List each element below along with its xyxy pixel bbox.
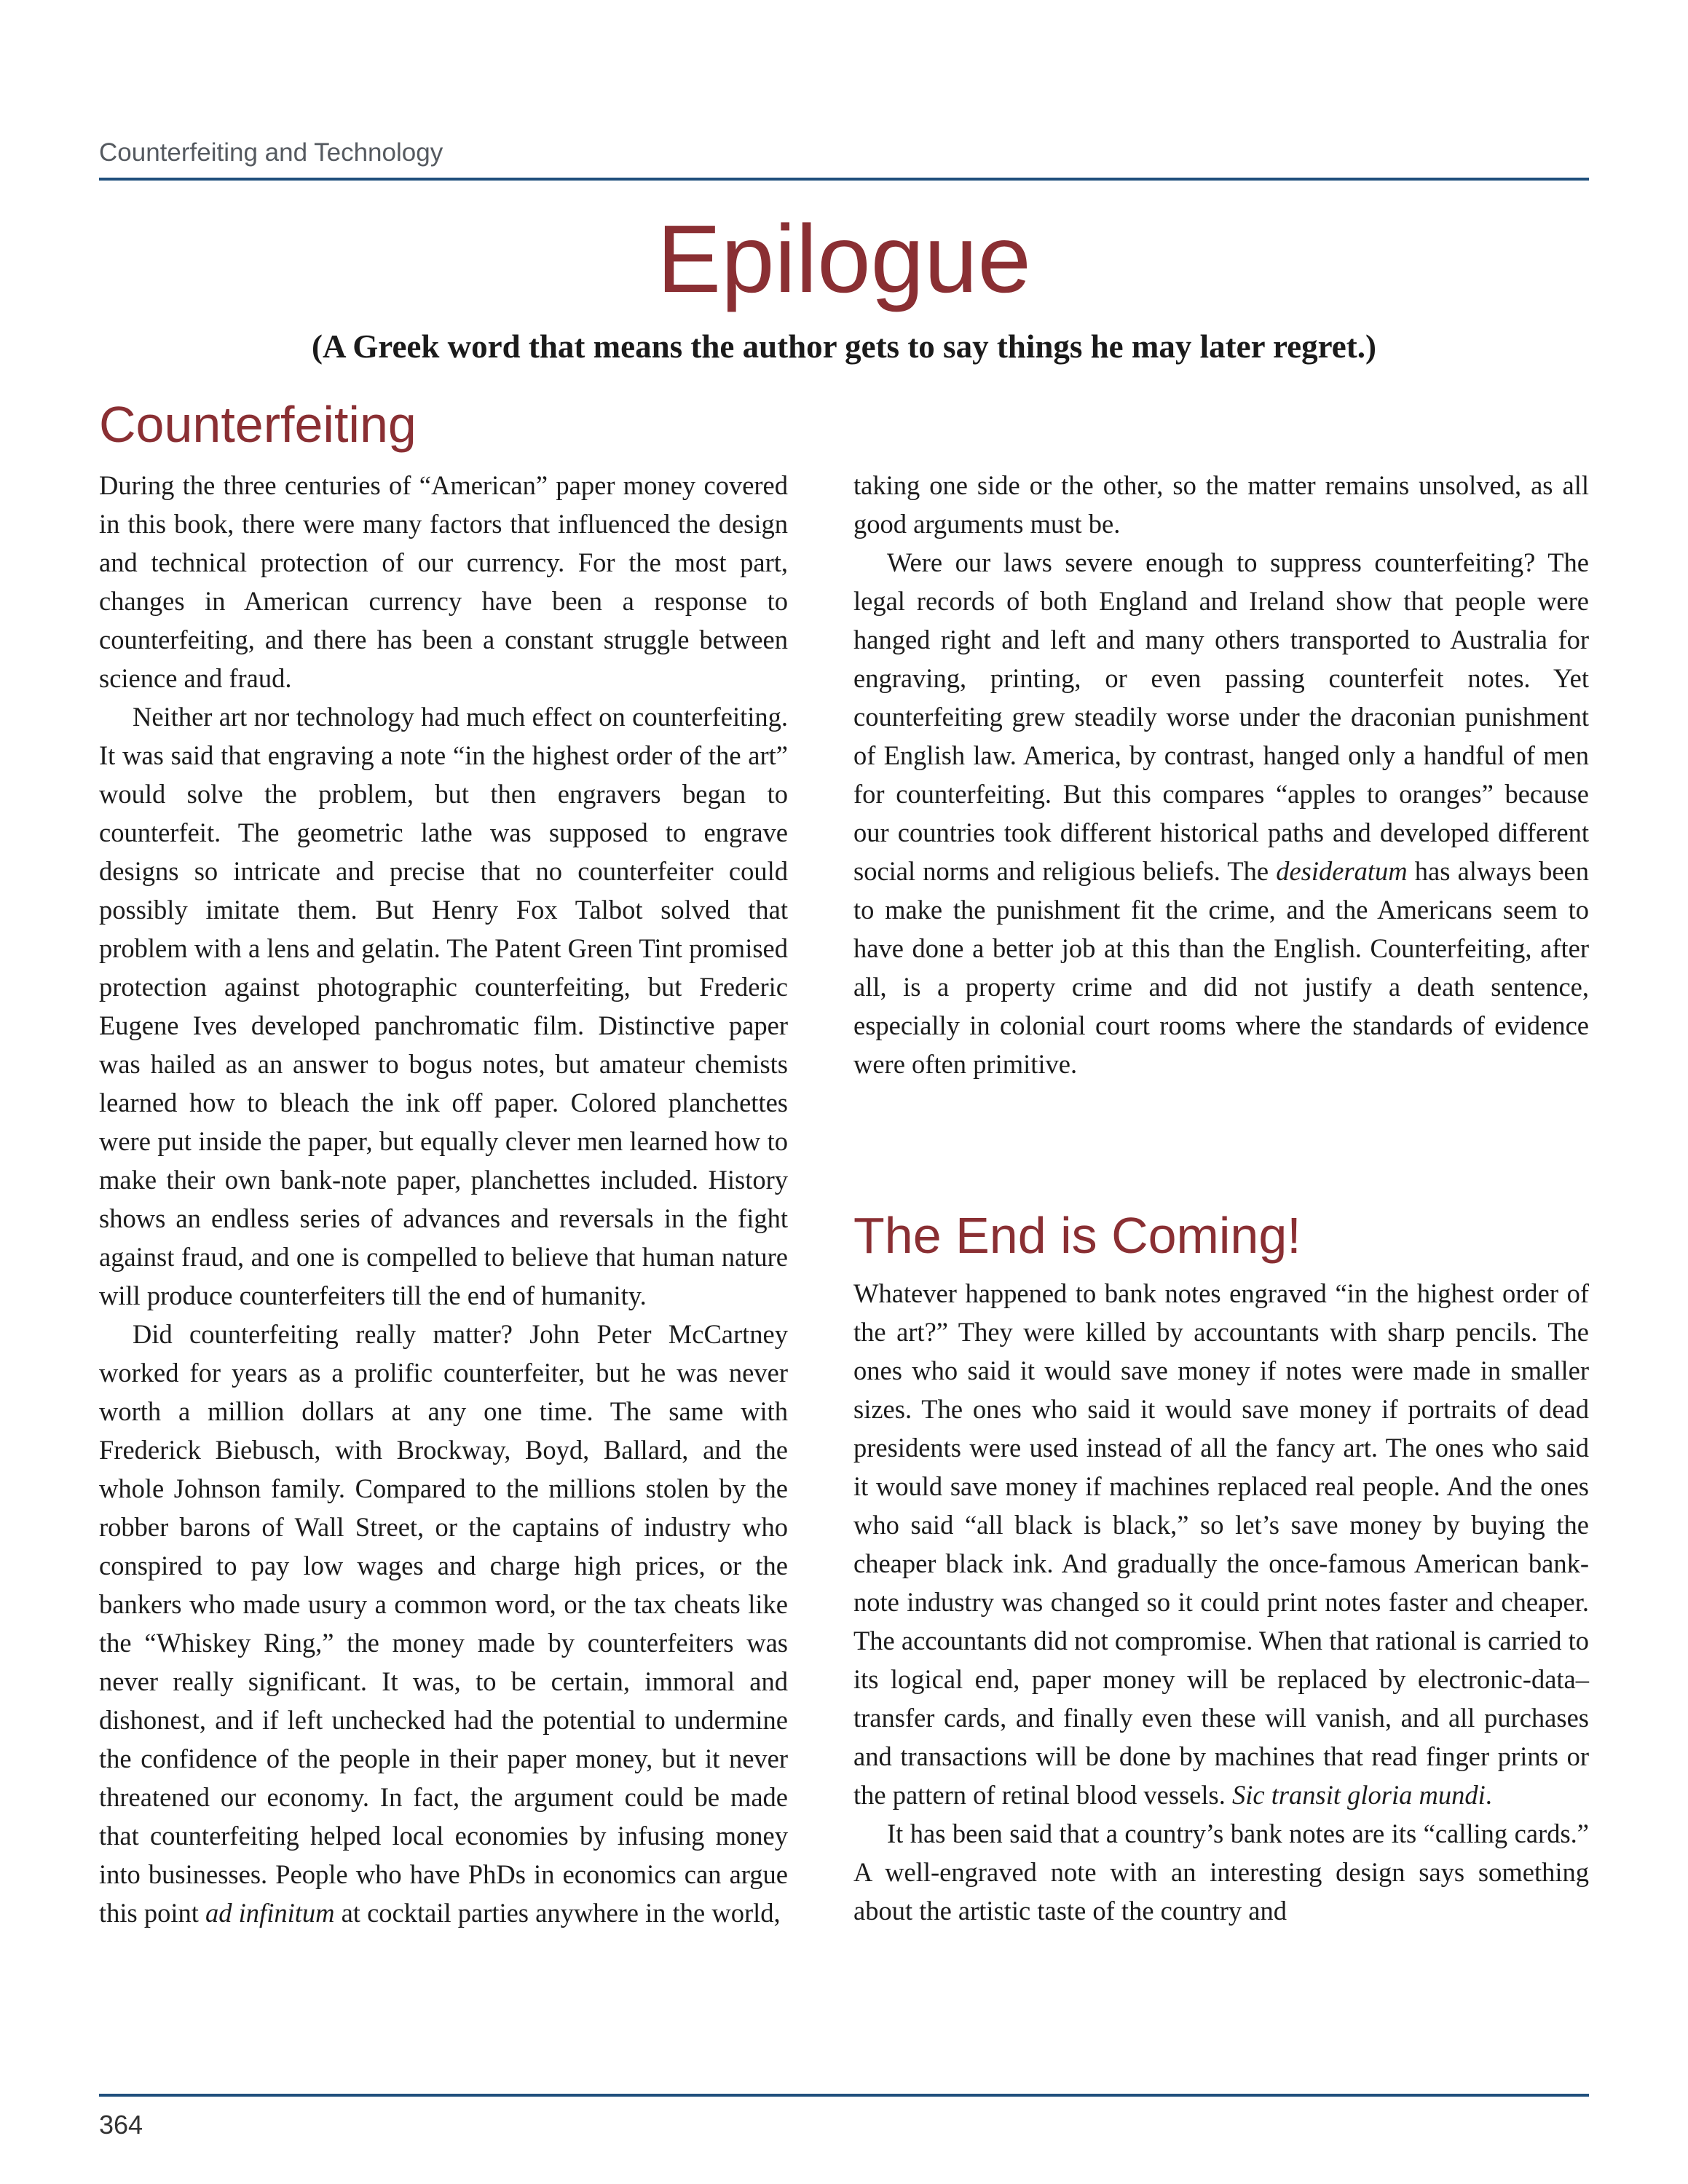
section-heading-counterfeiting: Counterfeiting (99, 396, 417, 453)
italic-term: ad infinitum (205, 1898, 335, 1928)
paragraph: During the three centuries of “American” paper money covered in this book, there were many factors that influenced the design and technical protection of our currency. For the most part, changes in American currency have been a response to counterfeiting, and there has been a constant struggle between science and fraud. (99, 470, 788, 693)
chapter-title: Epilogue (657, 205, 1031, 312)
running-head: Counterfeiting and Technology (99, 138, 443, 167)
italic-term: desideratum (1276, 856, 1408, 886)
paragraph-text: Did counterfeiting really matter? John Peter McCartney worked for years as a prolific counterfeiter, but he was never worth a million dollars at any one time. The same with Frederick Biebusch, with Brockway, Boyd, Ballard, and the whole Johnson family. Compared to the millions stolen by the robber barons of Wall Street, or the captains of industry who conspired to pay low wages and charge high prices, or the bankers who made usury a common word, or the tax cheats like the “Whiskey Ring,” the money made by counterfeiters was never really significant. It was, to be certain, immoral and dishonest, and if left unchecked had the potential to undermine the confidence of the people in their paper money, but it never threatened our economy. In fact, the argument could be made that counterfeiting helped local economies by infusing money into businesses. People who have PhDs in economics can argue this point (99, 1319, 788, 1928)
right-column-top (853, 466, 1589, 1083)
italic-term: Sic transit gloria mundi (1231, 1780, 1486, 1810)
paragraph-text: has always been to make the punishment fit the crime, and the Americans seem to have done a better job at this than the English. Counterfeiting, after all, is a property crime and did not justify a death sentence, especially in colonial court rooms where the standards of evidence were often primitive. (853, 856, 1589, 1079)
paragraph-text: Were our laws severe enough to suppress counterfeiting? The legal records of both England and Ireland show that people were hanged right and left and many others transported to Australia for engraving, printing, or even passing counterfeit notes. Yet counterfeiting grew steadily worse under the draconian punishment of English law. America, by contrast, hanged only a handful of men for counterfeiting. But this compares “apples to oranges” because our countries took different historical paths and developed different social norms and religious beliefs. The (853, 547, 1589, 886)
paragraph-text: Whatever happened to bank notes engraved “in the highest order of the art?” They were killed by accountants with sharp pencils. The ones who said it would save money if notes were made in smaller sizes. The ones who said it would save money if portraits of dead presidents were used instead of all the fancy art. The ones who said it would save money if machines replaced real people. And the ones who said “all black is black,” so let’s save money by buying the cheaper black ink. And gradually the once-famous American bank-note industry was changed so it could print notes faster and cheaper. The accountants did not compromise. When that rational is carried to its logical end, paper money will be replaced by electronic-data–transfer cards, and finally even these will vanish, and all purchases and transactions will be done by machines that read finger prints or the pattern of retinal blood vessels. (853, 1278, 1589, 1810)
section-heading-end-is-coming: The End is Coming! (853, 1207, 1301, 1264)
header-rule (99, 178, 1589, 181)
paragraph-text: . (1485, 1780, 1492, 1810)
paragraph-text: at cocktail parties anywhere in the world, (334, 1898, 781, 1928)
paragraph (853, 1274, 1589, 1814)
right-column-bottom (853, 1274, 1589, 1930)
paragraph (853, 543, 1589, 1083)
footer-rule (99, 2094, 1589, 2097)
paragraph: Neither art nor technology had much effect on counterfeiting. It was said that engraving a note “in the highest order of the art” would solve the problem, but then engravers began to counterfeit. The geometric lathe was supposed to engrave designs so intricate and precise that no counterfeiter could possibly imitate them. But Henry Fox Talbot solved that problem with a lens and gelatin. The Patent Green Tint promised protection against photographic counterfeiting, but Frederic Eugene Ives developed panchromatic film. Distinctive paper was hailed as an answer to bogus notes, but amateur chemists learned how to bleach the ink off paper. Colored planchettes were put inside the paper, but equally clever men learned how to make their own bank-note paper, planchettes included. History shows an endless series of advances and reversals in the fight against fraud, and one is compelled to believe that human nature will produce counterfeiters till the end of humanity. (99, 702, 788, 1310)
chapter-subtitle: (A Greek word that means the author gets to say things he may later regret.) (312, 328, 1376, 365)
left-column (99, 466, 788, 1932)
page-number: 364 (99, 2110, 143, 2140)
paragraph: taking one side or the other, so the matter remains unsolved, as all good arguments must be. (853, 470, 1589, 539)
paragraph: It has been said that a country’s bank notes are its “calling cards.” A well-engraved note with an interesting design says something about the artistic taste of the country and (853, 1819, 1589, 1926)
paragraph (99, 1315, 788, 1932)
